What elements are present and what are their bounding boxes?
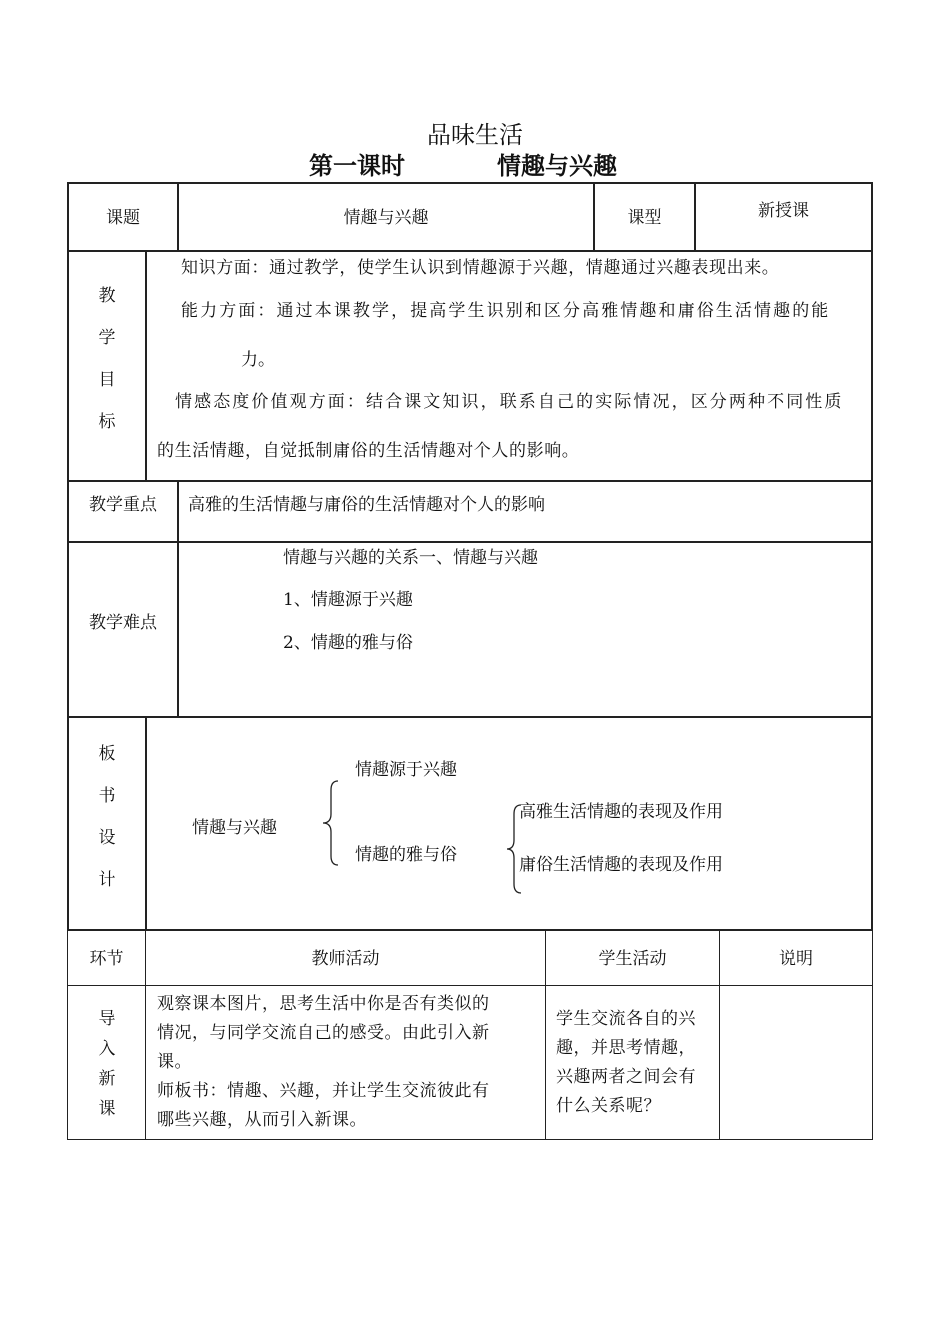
board-sub-branch: 高雅生活情趣的表现及作用 <box>519 802 723 822</box>
objective-ability-cont: 力。 <box>241 350 275 370</box>
difficulty-line: 1、情趣源于兴趣 <box>283 590 413 610</box>
board-branch: 情趣源于兴趣 <box>355 760 457 780</box>
student-activity: 学生交流各自的兴 趣，并思考情趣， 兴趣两者之间会有 什么关系呢？ <box>556 1009 696 1116</box>
difficulty-line: 情趣与兴趣的关系一、情趣与兴趣 <box>283 548 538 568</box>
board-branch: 情趣的雅与俗 <box>355 845 457 865</box>
header-note: 说明 <box>779 949 813 969</box>
lesson-type-value: 新授课 <box>758 201 809 221</box>
header-stage: 环节 <box>89 949 124 969</box>
subject-value: 情趣与兴趣 <box>343 208 429 228</box>
difficulties-label: 教学难点 <box>89 613 157 633</box>
lesson-number: 第一课时 <box>309 152 405 180</box>
key-points-value: 高雅的生活情趣与庸俗的生活情趣对个人的影响 <box>188 495 545 515</box>
subject-label: 课题 <box>106 208 140 228</box>
header-student: 学生活动 <box>598 949 667 969</box>
board-design-label: 板 书 设 计 <box>98 744 116 890</box>
board-sub-branch: 庸俗生活情趣的表现及作用 <box>519 855 723 875</box>
header-teacher: 教师活动 <box>311 949 380 969</box>
lesson-type-label: 课型 <box>627 208 662 228</box>
objective-emotion-cont: 的生活情趣，自觉抵制庸俗的生活情趣对个人的影响。 <box>157 441 580 461</box>
objective-emotion: 情感态度价值观方面：结合课文知识，联系自己的实际情况，区分两种不同性质 <box>175 392 844 412</box>
objective-ability: 能力方面：通过本课教学，提高学生识别和区分高雅情趣和庸俗生活情趣的能 <box>181 301 831 321</box>
stage-label: 导 入 新 课 <box>98 1009 116 1119</box>
board-root: 情趣与兴趣 <box>192 818 277 838</box>
difficulty-line: 2、情趣的雅与俗 <box>283 633 413 653</box>
lesson-topic: 情趣与兴趣 <box>497 152 617 180</box>
left-brace-icon <box>503 803 525 895</box>
objective-knowledge: 知识方面：通过教学，使学生认识到情趣源于兴趣，情趣通过兴趣表现出来。 <box>181 258 780 278</box>
document-title: 品味生活 <box>427 121 523 149</box>
key-points-label: 教学重点 <box>89 495 157 515</box>
teacher-activity: 观察课本图片，思考生活中你是否有类似的 情况，与同学交流自己的感受。由此引入新 课。 师板书：情趣、兴趣，并让学生交流彼此有 哪些兴趣，从而引入新课。 <box>157 994 490 1130</box>
left-brace-icon <box>318 778 348 868</box>
objectives-label: 教 学 目 标 <box>98 286 116 432</box>
